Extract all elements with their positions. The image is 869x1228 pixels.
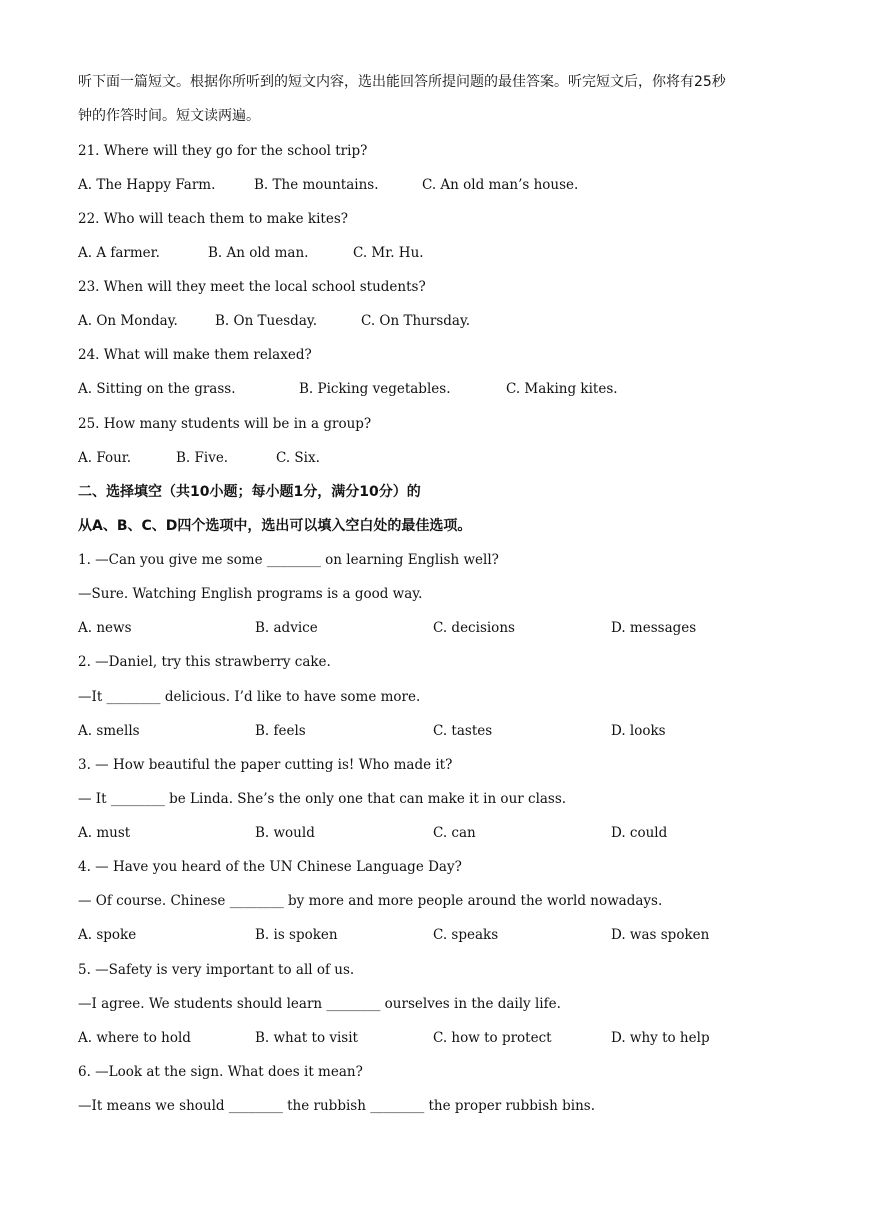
mc1-option-a: A. news [78, 620, 132, 636]
mc3-prompt: 3. — How beautiful the paper cutting is! Who made it? [78, 757, 453, 773]
mc1-response: —Sure. Watching English programs is a good way. [78, 586, 423, 602]
section-2-instruction: 从A、B、C、D四个选项中，选出可以填入空白处的最佳选项。 [78, 518, 472, 534]
mc4-option-a: A. spoke [78, 927, 137, 943]
q22-option-b: B. An old man. [208, 245, 309, 261]
mc5-response: —I agree. We students should learn ________ ourselves in the daily life. [78, 996, 561, 1012]
q25-option-a: A. Four. [78, 450, 132, 466]
mc3-response: — It ________ be Linda. She’s the only one that can make it in our class. [78, 791, 567, 807]
mc1-option-c: C. decisions [433, 620, 515, 636]
q21-option-c: C. An old man’s house. [422, 177, 579, 193]
mc2-option-d: D. looks [611, 723, 666, 739]
question-23: 23. When will they meet the local school students? [78, 279, 426, 295]
question-25: 25. How many students will be in a group? [78, 416, 372, 432]
mc1-option-b: B. advice [255, 620, 318, 636]
mc5-option-d: D. why to help [611, 1030, 710, 1046]
instruction-line-2: 钟的作答时间。短文读两遍。 [78, 108, 260, 124]
mc2-option-c: C. tastes [433, 723, 493, 739]
mc5-option-b: B. what to visit [255, 1030, 358, 1046]
mc6-prompt: 6. —Look at the sign. What does it mean? [78, 1064, 363, 1080]
q23-option-c: C. On Thursday. [361, 313, 471, 329]
mc1-option-d: D. messages [611, 620, 697, 636]
question-24: 24. What will make them relaxed? [78, 347, 312, 363]
mc2-option-b: B. feels [255, 723, 306, 739]
mc4-response: — Of course. Chinese ________ by more and more people around the world nowadays. [78, 893, 663, 909]
mc5-option-c: C. how to protect [433, 1030, 552, 1046]
mc1-prompt: 1. —Can you give me some ________ on learning English well? [78, 552, 499, 568]
mc4-prompt: 4. — Have you heard of the UN Chinese Language Day? [78, 859, 462, 875]
mc2-prompt: 2. —Daniel, try this strawberry cake. [78, 654, 331, 670]
q24-option-c: C. Making kites. [506, 381, 618, 397]
mc2-option-a: A. smells [78, 723, 140, 739]
q21-option-b: B. The mountains. [254, 177, 379, 193]
mc3-option-a: A. must [78, 825, 131, 841]
mc4-option-b: B. is spoken [255, 927, 338, 943]
q25-option-c: C. Six. [276, 450, 320, 466]
mc5-prompt: 5. —Safety is very important to all of us. [78, 962, 355, 978]
q22-option-a: A. A farmer. [78, 245, 160, 261]
mc6-response: —It means we should ________ the rubbish ________ the proper rubbish bins. [78, 1098, 596, 1114]
q22-option-c: C. Mr. Hu. [353, 245, 424, 261]
mc5-option-a: A. where to hold [78, 1030, 191, 1046]
q25-option-b: B. Five. [176, 450, 229, 466]
mc2-response: —It ________ delicious. I’d like to have some more. [78, 689, 421, 705]
q24-option-b: B. Picking vegetables. [299, 381, 451, 397]
mc3-option-b: B. would [255, 825, 315, 841]
q24-option-a: A. Sitting on the grass. [78, 381, 236, 397]
mc4-option-d: D. was spoken [611, 927, 710, 943]
q21-option-a: A. The Happy Farm. [78, 177, 216, 193]
question-22: 22. Who will teach them to make kites? [78, 211, 348, 227]
question-21: 21. Where will they go for the school trip? [78, 143, 368, 159]
mc3-option-d: D. could [611, 825, 668, 841]
section-2-heading: 二、选择填空（共10小题；每小题1分，满分10分）的 [78, 484, 421, 500]
q23-option-b: B. On Tuesday. [215, 313, 317, 329]
q23-option-a: A. On Monday. [78, 313, 178, 329]
mc3-option-c: C. can [433, 825, 476, 841]
mc4-option-c: C. speaks [433, 927, 499, 943]
instruction-line-1: 听下面一篇短文。根据你所听到的短文内容，选出能回答所提问题的最佳答案。听完短文后，你将有25秒 [78, 74, 726, 90]
